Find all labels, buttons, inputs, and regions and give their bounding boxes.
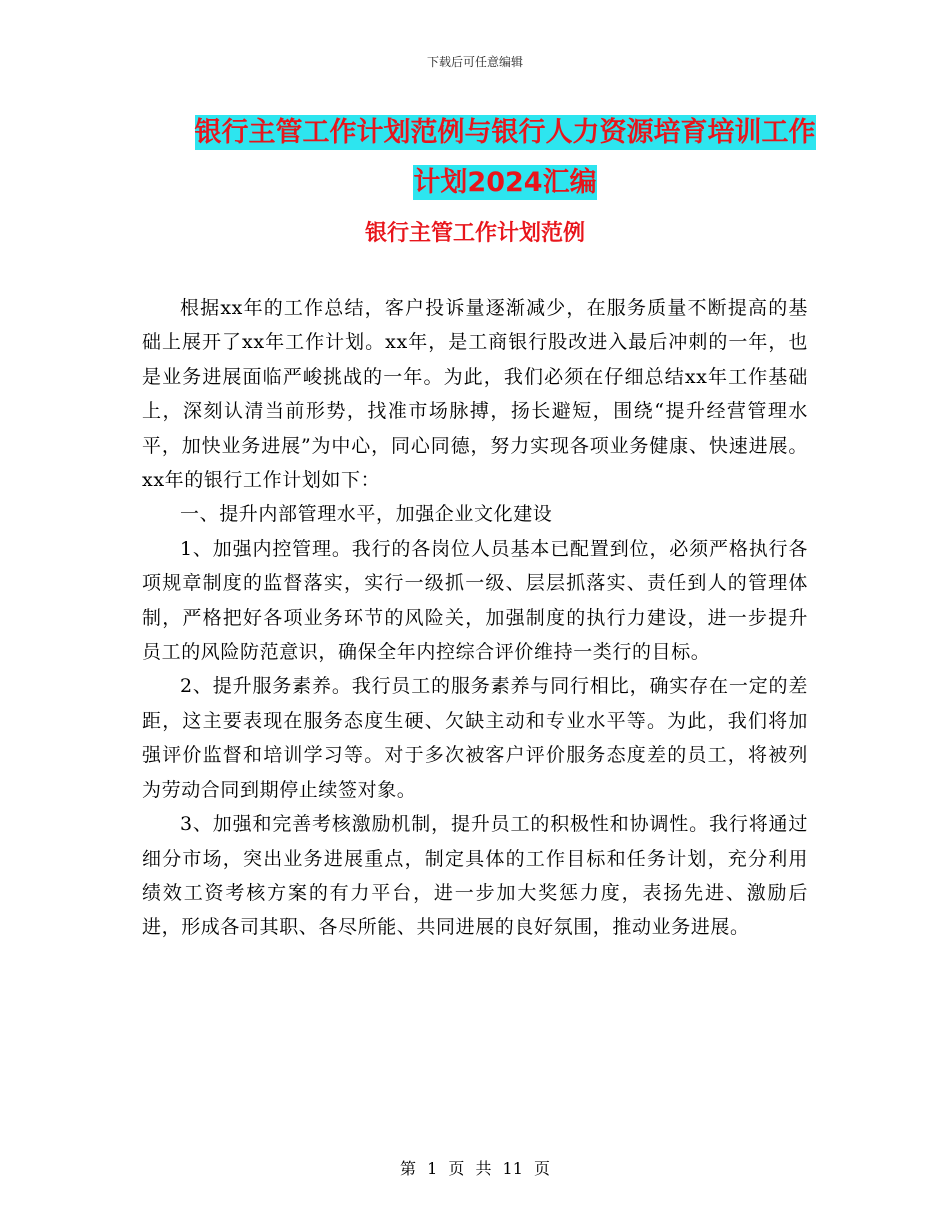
paragraph-item-2: 2、提升服务素养。我行员工的服务素养与同行相比，确实存在一定的差距，这主要表现在服务态度生硬、欠缺主动和专业水平等。为此，我们将加强评价监督和培训学习等。对于多次被客户评价服务态度差的员工，将被列为劳动合同到期停止续签对象。 (142, 675, 808, 801)
header-note: 下载后可任意编辑 (426, 55, 523, 69)
page-footer: 第 1 页 共 11 页 (400, 1159, 550, 1178)
section-title: 银行主管工作计划范例 (364, 221, 585, 246)
document-title-line-2: 计划2024汇编 (413, 167, 597, 198)
paragraph-item-1: 1、加强内控管理。我行的各岗位人员基本已配置到位，必须严格执行各项规章制度的监督落实，实行一级抓一级、层层抓落实、责任到人的管理体制，严格把好各项业务环节的风险关，加强制度的执行力建设，进一步提升员工的风险防范意识，确保全年内控综合评价维持一类行的目标。 (142, 537, 808, 664)
document-title-line-1: 银行主管工作计划范例与银行人力资源培育培训工作 (194, 117, 816, 148)
paragraph-intro: 根据xx年的工作总结，客户投诉量逐渐减少，在服务质量不断提高的基础上展开了xx年工作计划。xx年，是工商银行股改进入最后冲刺的一年，也是业务进展面临严峻挑战的一年。为此，我们必须在仔细总结xx年工作基础上，深刻认清当前形势，找准市场脉搏，扬长避短，围绕“提升经营管理水平，加快业务进展”为中心，同心同德，努力实现各项业务健康、快速进展。xx年的银行工作计划如下： (142, 297, 808, 492)
document-title (185, 108, 825, 208)
paragraph-item-3: 3、加强和完善考核激励机制，提升员工的积极性和协调性。我行将通过细分市场，突出业务进展重点，制定具体的工作目标和任务计划，充分利用绩效工资考核方案的有力平台，进一步加大奖惩力度，表扬先进、激励后进，形成各司其职、各尽所能、共同进展的良好氛围，推动业务进展。 (142, 813, 808, 939)
document-body (142, 291, 808, 945)
paragraph-heading-1: 一、提升内部管理水平，加强企业文化建设 (180, 503, 553, 526)
